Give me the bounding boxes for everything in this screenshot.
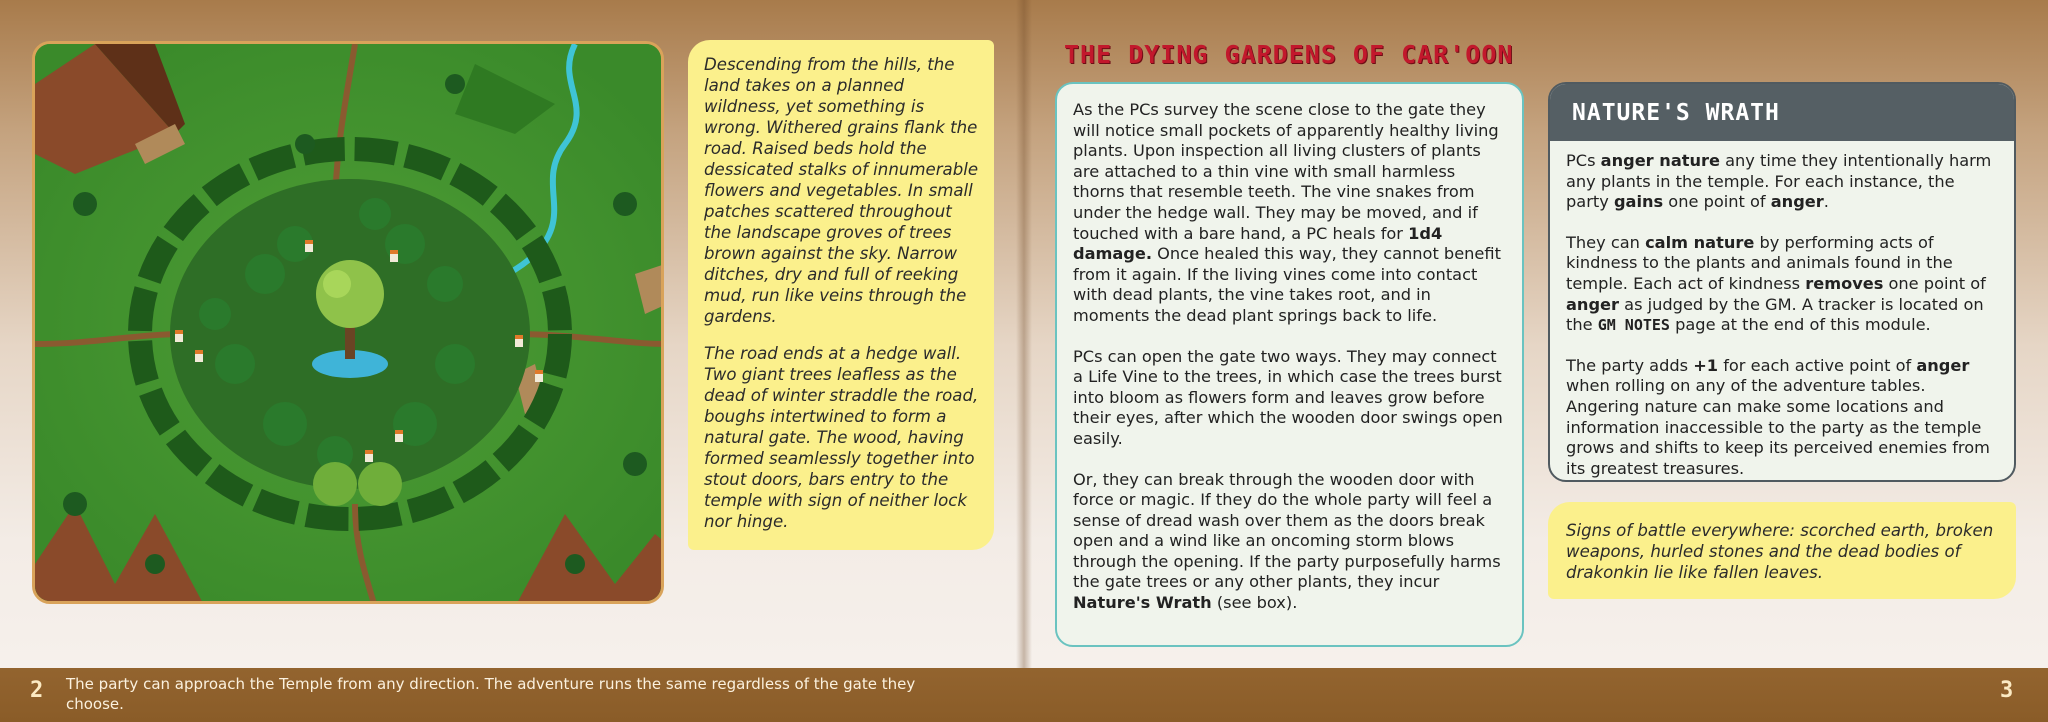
wrath-p2-b1: calm nature (1645, 232, 1755, 252)
wrath-p1-s6: . (1823, 192, 1829, 212)
central-tree-canopy (316, 260, 384, 328)
wrath-p3-b1: +1 (1693, 355, 1719, 375)
natures-wrath-reference: Nature's Wrath (1073, 593, 1212, 613)
book-spine (1016, 0, 1032, 668)
intro-paragraph-1: Descending from the hills, the land takes on a planned wildness, yet something is wrong. Withered grains flank the road. Raised beds hold the dessicated stalks of innumerable flowers and vegetables. In small patches scattered throughout the landscape groves of trees brown against the sky. Narrow ditches, dry and full of reeking mud, run like veins through the gardens. (704, 55, 979, 326)
gate-tree-left (313, 462, 357, 506)
map-svg (35, 44, 664, 604)
gate-tree-right (358, 462, 402, 506)
wrath-p1-b1: anger nature (1600, 151, 1720, 170)
page-title: THE DYING GARDENS OF CAR'OON (1064, 40, 1514, 69)
wrath-p2-b3: removes (1805, 273, 1884, 293)
central-tree-highlight (323, 270, 351, 298)
gate-description-box (1055, 82, 1524, 647)
wrath-p2-s6: as judged by the GM. A tracker is located on the (1566, 294, 1984, 335)
footer-note: The party can approach the Temple from any direction. The adventure runs the same regardless of the gate they choose. (66, 675, 916, 713)
center-p3-text-a: Or, they can break through the wooden door with force or magic. If they do the whole party will feel a sense of dread wash over them as the doors break open and a wind like an oncoming storm blows through the opening. If the party purposefully harms the gate trees or any other plants, they incur (1073, 469, 1501, 592)
wrath-p1-s4: one point of (1663, 192, 1771, 212)
wrath-p2-s2: by performing acts of kindness to the plants and animals found in the temple. Each act of kindness (1566, 232, 1953, 293)
center-p1-text-a: As the PCs survey the scene close to the gate they will notice small pockets of apparently healthy living plants. Upon inspection all living clusters of plants are attached to a thin vine with small harmless thorns that resemble teeth. The vine snakes from under the hedge wall. They may be moved, and if touched with a bare hand, a PC heals for (1073, 100, 1499, 243)
wrath-p3-s2: for each active point of (1718, 355, 1917, 375)
natures-wrath-header: NATURE'S WRATH (1550, 84, 2014, 141)
center-p1-text-b: Once healed this way, they cannot benefit from it again. If the living vines come into contact with dead plants, the vine takes root, and in moments the dead plant springs back to life. (1073, 244, 1501, 325)
wrath-p2-s8: page at the end of this module. (1669, 315, 1931, 335)
page-footer (0, 668, 2048, 722)
wrath-p3-s0: The party adds (1566, 355, 1694, 375)
wrath-paragraph-3 (1566, 356, 1998, 480)
wrath-paragraph-1 (1566, 151, 1998, 213)
intro-callout (688, 40, 994, 550)
center-paragraph-2: PCs can open the gate two ways. They may connect a Life Vine to the trees, in which case the trees burst into bloom as flowers form and leaves grow before their eyes, after which the wooden door swings open easily. (1073, 346, 1503, 448)
wrath-paragraph-2 (1566, 233, 1998, 336)
battle-signs-callout: Signs of battle everywhere: scorched earth, broken weapons, hurled stones and the dead bodies of drakonkin lie like fallen leaves. (1548, 502, 2016, 599)
wrath-p2-s4: one point of (1883, 273, 1986, 293)
wrath-p1-s0: PCs (1566, 151, 1601, 170)
wrath-p3-s4: when rolling on any of the adventure tables. Angering nature can make some locations and information inaccessible to the party as the temple grows and shifts to keep its perceived enemies from its greatest treasures. (1566, 376, 1990, 478)
wrath-p2-b5: anger (1566, 294, 1619, 314)
wrath-p1-b3: gains (1613, 192, 1664, 212)
wrath-p1-b5: anger (1770, 192, 1824, 212)
wrath-p1-s2: any time they intentionally harm any plants in the temple. For each instance, the party (1566, 151, 1992, 212)
wrath-p3-b3: anger (1916, 355, 1970, 375)
center-paragraph-1 (1073, 100, 1508, 327)
center-paragraph-3 (1073, 470, 1508, 614)
page-number-right: 3 (2000, 678, 2014, 703)
natures-wrath-box (1548, 82, 2016, 482)
gm-notes-reference: GM NOTES (1597, 316, 1670, 335)
garden-map-illustration (32, 41, 664, 604)
page-number-left: 2 (30, 678, 44, 703)
natures-wrath-body (1550, 141, 2014, 479)
wrath-p2-s0: They can (1566, 232, 1646, 252)
heal-amount: 1d4 damage. (1073, 223, 1443, 264)
intro-paragraph-2: The road ends at a hedge wall. Two giant trees leafless as the dead of winter straddle the road, boughs intertwined to form a natural gate. The wood, having formed seamlessly together into stout doors, bars entry to the temple with sign of neither lock nor hinge. (704, 344, 979, 531)
center-p3-text-b: (see box). (1211, 593, 1298, 613)
